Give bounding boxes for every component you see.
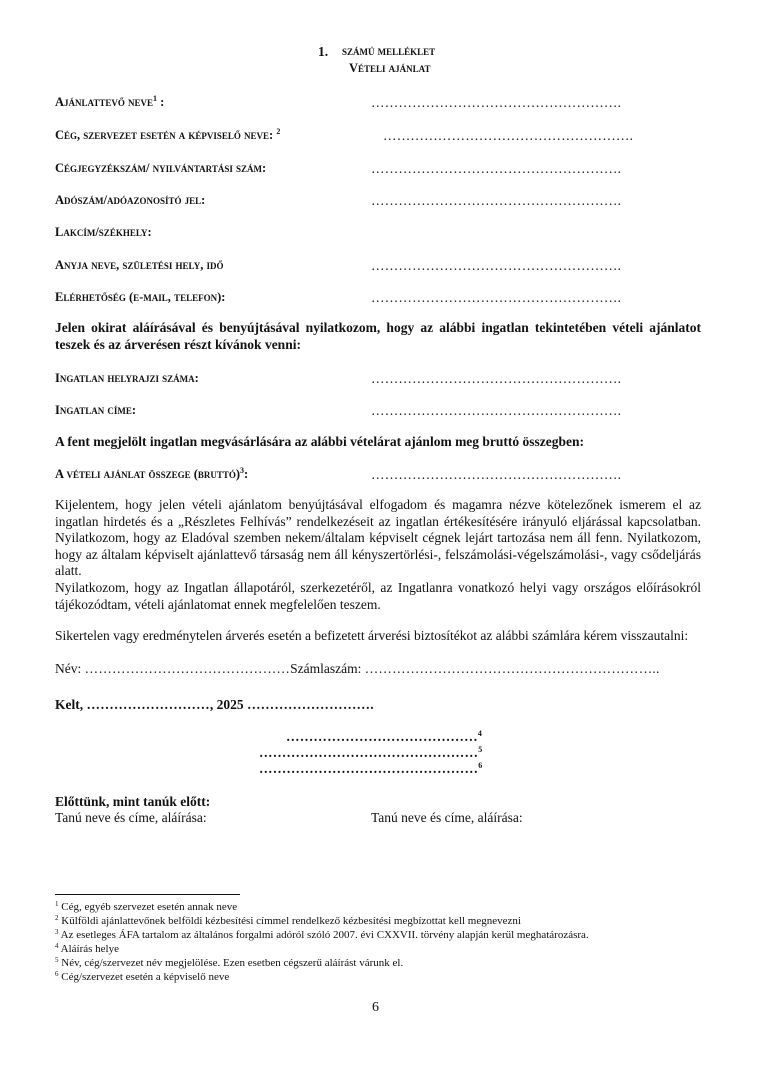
footnote-5: $^5$ Név, cég/szervezet név megjelölése. Ezen esetben cégszerű aláírást várunk el.: [55, 956, 404, 969]
annex-number: 1.: [318, 44, 329, 59]
fill-line-date[interactable]: ……………………….: [246, 697, 374, 712]
field-label-mother-birth: Anyja neve, születési hely, idő: [55, 258, 224, 272]
footnote-ref-4: 4: [477, 729, 482, 738]
footnote-2: $^2$ Külföldi ajánlattevőnek belföldi kézbesítési címmel rendelkező kézbesítési megbízottat kell megnevezni: [55, 914, 521, 927]
witnesses-heading: Előttünk, mint tanúk előtt:: [55, 794, 211, 809]
fill-line-refund-name[interactable]: ………………………………………: [84, 661, 291, 676]
fill-line-offer-amount[interactable]: ……………………………………………….: [371, 467, 622, 482]
signature-line-2[interactable]: …………………………………………$^5$: [259, 745, 483, 760]
field-label-representative: Cég, szervezet esetén a képviselő neve: $^2$: [55, 127, 281, 142]
footnote-ref-6: 6: [478, 761, 483, 770]
date-line: Kelt, ………………………, 2025 ……………………….: [55, 697, 374, 712]
footnote-ref-5: 5: [478, 745, 483, 754]
field-label-address: Lakcím/székhely:: [55, 225, 152, 239]
declaration-text: Jelen okirat aláírásával és benyújtásával nyilatkozom, hogy az alábbi ingatlan tekintetében vételi ajánlatot teszek és az árverésen részt kívánok venni:: [55, 320, 701, 352]
offer-intro: A fent megjelölt ingatlan megvásárlására az alábbi vételárat ajánlom meg bruttó összegben:: [55, 434, 585, 449]
footnote-separator: [55, 894, 240, 895]
form-subtitle: Vételi ajánlat: [349, 61, 431, 75]
fill-line-representative[interactable]: ……………………………………………….: [383, 128, 634, 143]
refund-account-label: Számlaszám:: [290, 661, 365, 676]
annex-title: számú melléklet: [342, 44, 436, 58]
refund-text: Sikertelen vagy eredménytelen árverés esetén a befizetett árverési biztosítékot az alábbi számlára kérem visszautalni:: [55, 628, 689, 643]
fill-line-contact[interactable]: ……………………………………………….: [371, 290, 622, 305]
statement-paragraph-1: Kijelentem, hogy jelen vételi ajánlatom benyújtásával elfogadom és magamra nézve kötelezőnek ismerem el az ingatlan hirdetés és a „Részletes Felhívás” rendelkezéseit az ingatlan értékesítésére irányuló eljárással kapcsolatban. Nyilatkozom, hogy az Eladóval szemben nekem/általam képviselt cégnek lejárt tartozása nem áll fenn. Nyilatkozom, hogy az általam képviselt ajánlattevő társaság nem áll kényszertörlési-, felszámolási-végelszámolási-, vagy csődeljárás alatt.: [55, 497, 701, 578]
fill-line-tax-number[interactable]: ……………………………………………….: [371, 193, 622, 208]
footnote-ref-1: 1: [153, 94, 157, 103]
field-label-tax-number: Adószám/adóazonosító jel:: [55, 193, 206, 207]
field-label-property-lot: Ingatlan helyrajzi száma:: [55, 371, 199, 385]
signature-line-3[interactable]: …………………………………………$^6$: [259, 761, 483, 776]
fill-line-refund-account[interactable]: ………………………………………………………..: [364, 661, 660, 676]
page-number: 6: [372, 1000, 379, 1015]
statement-paragraph-2: Nyilatkozom, hogy az Ingatlan állapotáról, szerkezetéről, az Ingatlanra vonatkozó helyi vagy országos előírásokról tájékozódtam, vételi ajánlatomat ennek megfelelően teszem.: [55, 580, 701, 612]
field-label-registry-number: Cégjegyzékszám/ nyilvántartási szám:: [55, 161, 267, 175]
fill-line-property-lot[interactable]: ……………………………………………….: [371, 371, 622, 386]
footnote-4: $^4$ Aláírás helye: [55, 942, 119, 955]
witness-right-label: Tanú neve és címe, aláírása:: [371, 810, 523, 825]
footnote-3: $^3$ Az esetleges ÁFA tartalom az általános forgalmi adóról szóló 2007. évi CXXVII. törvény alapján kerül meghatározásra.: [55, 928, 589, 941]
witness-left-label: Tanú neve és címe, aláírása:: [55, 810, 207, 825]
field-label-contact: Elérhetőség (e-mail, telefon):: [55, 290, 226, 304]
fill-line-applicant-name[interactable]: ……………………………………………….: [371, 95, 622, 110]
footnote-ref-3: 3: [240, 466, 245, 475]
refund-name-label: Név:: [55, 661, 85, 676]
signature-line-1[interactable]: ……………………………………$^4$: [286, 729, 482, 744]
field-label-applicant-name: Ajánlattevő neve$^1$ :: [55, 94, 165, 109]
fill-line-mother-birth[interactable]: ……………………………………………….: [371, 258, 622, 273]
footnote-ref-2: 2: [276, 127, 281, 136]
fill-line-property-address[interactable]: ……………………………………………….: [371, 403, 622, 418]
refund-line: [55, 661, 660, 677]
footnote-1: $^1$ Cég, egyéb szervezet esetén annak neve: [55, 900, 238, 913]
fill-line-place[interactable]: ………………………: [86, 697, 210, 712]
footnote-6: $^6$ Cég/szervezet esetén a képviselő neve: [55, 970, 230, 983]
field-label-property-address: Ingatlan címe:: [55, 403, 136, 417]
fill-line-registry-number[interactable]: ……………………………………………….: [371, 161, 622, 176]
field-label-offer-amount: A vételi ajánlat összege (bruttó)$^3$:: [55, 466, 249, 481]
